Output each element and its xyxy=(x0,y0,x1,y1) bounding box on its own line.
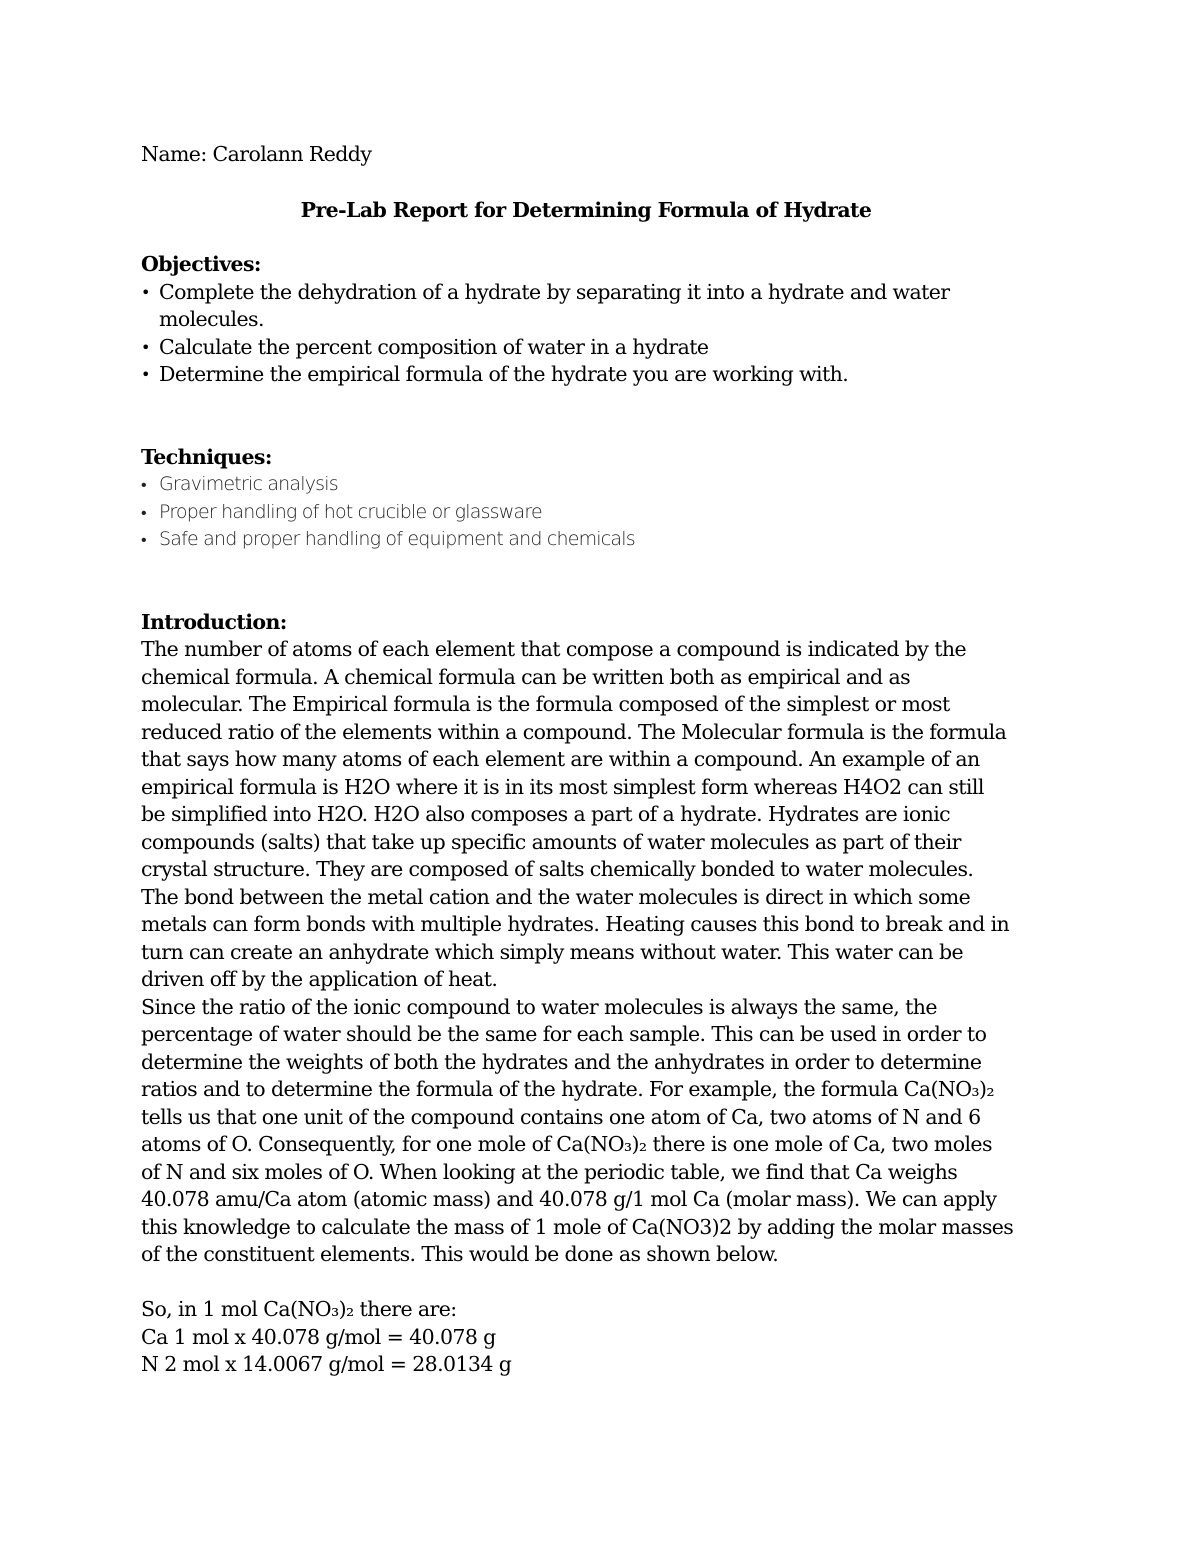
text-line: reduced ratio of the elements within a compound. The Molecular formula is the formula xyxy=(141,719,1007,744)
introduction-text xyxy=(141,636,1071,1269)
molar-mass-calculation xyxy=(141,1296,1071,1379)
text-line: empirical formula is H2O where it is in its most simplest form whereas H4O2 can still xyxy=(141,774,984,799)
bullet-icon: • xyxy=(141,282,150,302)
text-line: that says how many atoms of each element are within a compound. An example of an xyxy=(141,747,980,771)
bullet-icon: • xyxy=(141,365,150,384)
text-line: of N and six moles of O. When looking at the periodic table, we find that Ca weighs xyxy=(141,1159,958,1184)
text-line: atoms of O. Consequently, for one mole of Ca(NO₃)₂ there is one mole of Ca, two moles xyxy=(141,1132,992,1156)
text-line: this knowledge to calculate the mass of 1 mole of Ca(NO3)2 by adding the molar masses xyxy=(141,1214,1014,1239)
text-line: percentage of water should be the same for each sample. This can be used in order to xyxy=(141,1022,987,1046)
bullet-icon: • xyxy=(141,475,146,494)
text-line: of the constituent elements. This would be done as shown below. xyxy=(141,1242,779,1266)
list-item: • Determine the empirical formula of the hydrate you are working with. xyxy=(141,361,1071,389)
text-line: be simplified into H2O. H2O also composes a part of a hydrate. Hydrates are ionic xyxy=(141,802,951,826)
text-line: driven off by the application of heat. xyxy=(141,967,498,991)
text-line: tells us that one unit of the compound contains one atom of Ca, two atoms of N and 6 xyxy=(141,1104,981,1129)
techniques-heading: Techniques: xyxy=(141,444,272,469)
bullet-icon: • xyxy=(141,502,146,522)
text-line: The bond between the metal cation and the water molecules is direct in which some xyxy=(141,884,971,909)
text-line: The number of atoms of each element that compose a compound is indicated by the xyxy=(141,637,966,661)
text-line: compounds (salts) that take up specific amounts of water molecules as part of their xyxy=(141,829,961,854)
list-item: • Gravimetric analysis xyxy=(141,471,1071,499)
student-name: Name: Carolann Reddy xyxy=(141,142,372,166)
calculation-line-n: N 2 mol x 14.0067 g/mol = 28.0134 g xyxy=(141,1352,512,1376)
list-item: • Calculate the percent composition of water in a hydrate xyxy=(141,334,1071,362)
text-line: determine the weights of both the hydrates and the anhydrates in order to determine xyxy=(141,1049,982,1074)
objectives-list xyxy=(141,279,1071,389)
text-line: turn can create an anhydrate which simply means without water. This water can be xyxy=(141,939,964,964)
document-body xyxy=(141,141,1071,1379)
bullet-icon: • xyxy=(141,337,150,357)
text-line: ratios and to determine the formula of the hydrate. For example, the formula Ca(NO₃)₂ xyxy=(141,1077,995,1101)
text-line: 40.078 amu/Ca atom (atomic mass) and 40.078 g/1 mol Ca (molar mass). We can apply xyxy=(141,1187,997,1211)
spacer xyxy=(141,1269,1071,1297)
calculation-line-ca: Ca 1 mol x 40.078 g/mol = 40.078 g xyxy=(141,1324,496,1349)
bullet-icon: • xyxy=(141,530,146,549)
techniques-list xyxy=(141,471,1071,554)
objectives-heading: Objectives: xyxy=(141,252,261,276)
text-line: metals can form bonds with multiple hydrates. Heating causes this bond to break and in xyxy=(141,912,1010,936)
text-line: chemical formula. A chemical formula can be written both as empirical and as xyxy=(141,664,911,689)
text-line: crystal structure. They are composed of salts chemically bonded to water molecules. xyxy=(141,857,974,881)
list-item: • Complete the dehydration of a hydrate by separating it into a hydrate and water xyxy=(141,279,1071,307)
list-item: • Proper handling of hot crucible or glassware xyxy=(141,499,1071,527)
introduction-heading: Introduction: xyxy=(141,609,287,634)
calculation-intro: So, in 1 mol Ca(NO₃)₂ there are: xyxy=(141,1297,457,1321)
text-line: molecular. The Empirical formula is the formula composed of the simplest or most xyxy=(141,692,950,716)
page-title: Pre-Lab Report for Determining Formula of Hydrate xyxy=(300,197,872,222)
list-item-continuation: molecules. xyxy=(159,307,264,331)
text-line: Since the ratio of the ionic compound to water molecules is always the same, the xyxy=(141,994,937,1019)
list-item: • Safe and proper handling of equipment and chemicals xyxy=(141,526,1071,554)
